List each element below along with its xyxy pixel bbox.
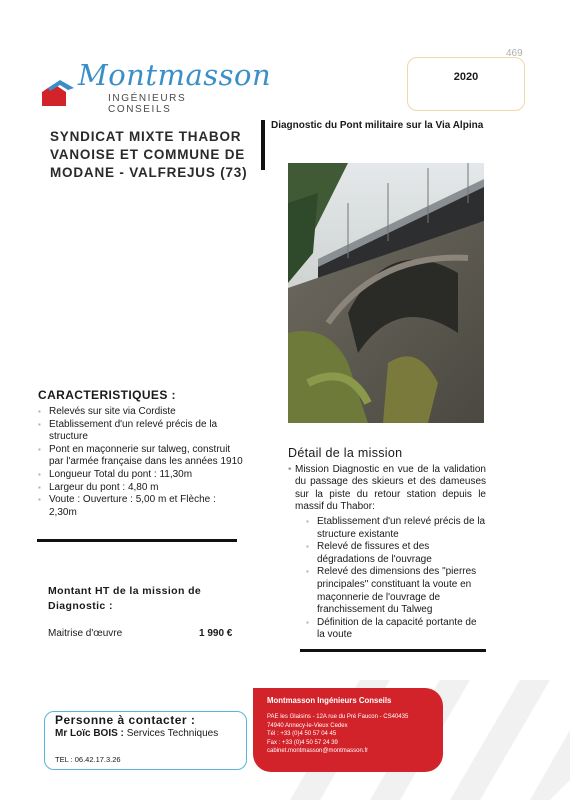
fee-value: 1 990 € bbox=[199, 628, 233, 639]
fee-label: Maitrise d'œuvre bbox=[48, 628, 123, 639]
title-accent-bar bbox=[261, 120, 265, 170]
logo-name: Montmasson bbox=[78, 58, 272, 92]
footer-email[interactable]: cabinet.montmasson@montmasson.fr bbox=[267, 748, 369, 755]
client-name: SYNDICAT MIXTE THABOR VANOISE ET COMMUNE DE MODANE - VALFREJUS (73) bbox=[50, 129, 248, 180]
contact-name: Mr Loïc BOIS : bbox=[55, 728, 124, 739]
footer-line: PAE les Glaisins - 12A rue du Pré Faucon - CS40435 bbox=[267, 714, 409, 720]
divider bbox=[300, 649, 486, 652]
footer-line: Tél : +33 (0)4 50 57 04 45 bbox=[267, 731, 337, 738]
footer-contact-card bbox=[253, 688, 443, 772]
list-item: ▪ Etablissement d'un relevé précis de la structure bbox=[38, 419, 243, 444]
mission-intro-text: • Mission Diagnostic en vue de la validation du passage des skieurs et des dameuses sur la piste du retour station depuis le massif du Thabor: bbox=[288, 464, 486, 514]
contact-title: Personne à contacter : bbox=[55, 713, 196, 727]
list-item: ▪ Relevé de fissures et des dégradations de l'ouvrage bbox=[306, 541, 486, 566]
footer-line: Fax : +33 (0)4 50 57 24 39 bbox=[267, 739, 338, 746]
contact-service: Services Techniques bbox=[126, 728, 219, 739]
mission-intro bbox=[288, 464, 486, 514]
contact-person bbox=[55, 728, 235, 740]
divider bbox=[37, 539, 237, 542]
characteristics-list bbox=[38, 406, 243, 519]
characteristics-title: CARACTERISTIQUES : bbox=[38, 388, 176, 402]
list-item: ▪ Relevés sur site via Cordiste bbox=[38, 406, 243, 419]
mission-title: Détail de la mission bbox=[288, 446, 403, 460]
footer-line: 74940 Annecy-le-Vieux Cedex bbox=[267, 722, 348, 729]
list-item: ▪ Etablissement d'un relevé précis de la structure existante bbox=[306, 516, 486, 541]
list-item: ▪ Pont en maçonnerie sur talweg, construit par l'armée française dans les années 1910 bbox=[38, 444, 243, 469]
contact-phone: TEL : 06.42.17.3.26 bbox=[55, 755, 121, 764]
logo-mark-icon bbox=[40, 78, 76, 106]
logo-subtitle: INGÉNIEURS CONSEILS bbox=[108, 93, 187, 115]
list-item: ▪ Longueur Total du pont : 11,30m bbox=[38, 469, 243, 482]
list-item: ▪ Définition de la capacité portante de la voute bbox=[306, 617, 486, 642]
diagnostic-title: Diagnostic du Pont militaire sur la Via Alpina bbox=[271, 120, 484, 131]
year-box bbox=[407, 57, 525, 111]
footer-company: Montmasson Ingénieurs Conseils bbox=[267, 696, 392, 705]
list-item: ▪ Largeur du pont : 4,80 m bbox=[38, 482, 243, 495]
mission-list bbox=[306, 516, 486, 642]
list-item: ▪ Voute : Ouverture : 5,00 m et Flèche : 2,30m bbox=[38, 494, 243, 519]
company-logo bbox=[28, 58, 272, 115]
bridge-photo bbox=[288, 163, 484, 423]
footer-address bbox=[267, 713, 408, 756]
year: 2020 bbox=[453, 71, 479, 83]
page-number: 469 bbox=[506, 48, 523, 59]
fee-title: Montant HT de la mission de Diagnostic : bbox=[48, 585, 202, 612]
list-item: ▪ Relevé des dimensions des "pierres principales" constituant la voute en maçonnerie de l'ouvrage de franchissement du Talweg bbox=[306, 566, 486, 616]
